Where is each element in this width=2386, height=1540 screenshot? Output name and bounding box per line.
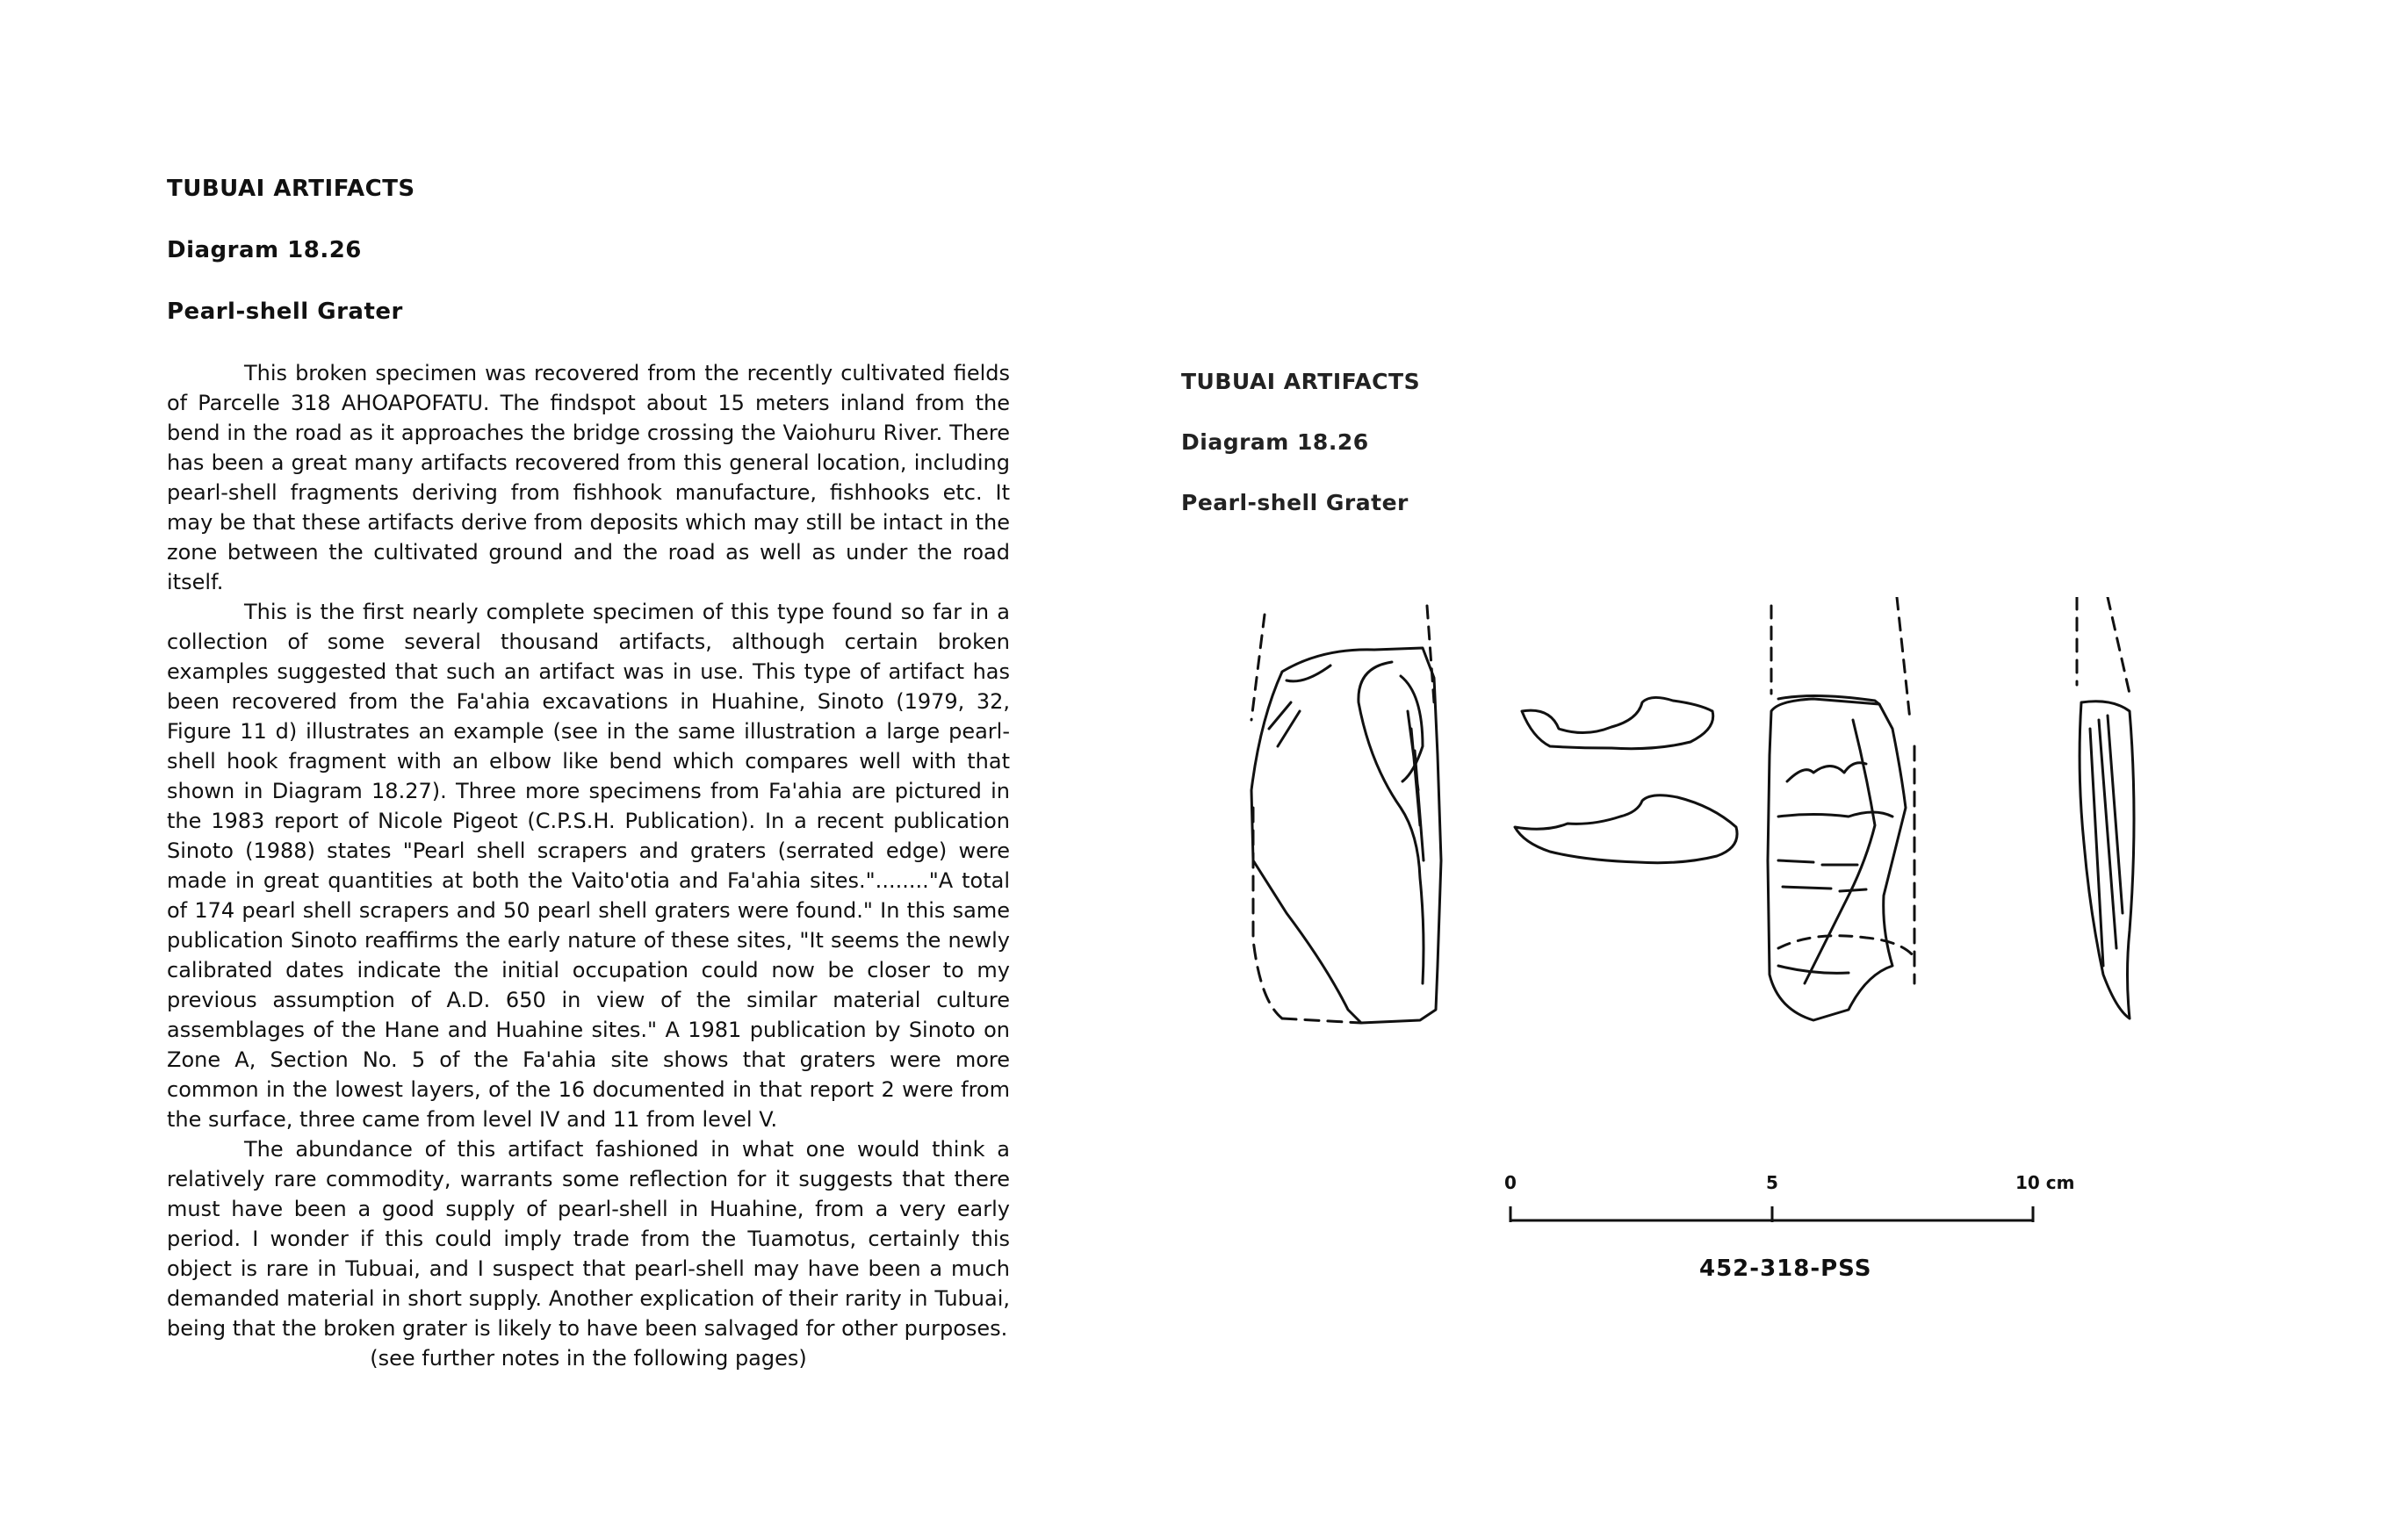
artifact-drawing (1199, 597, 2182, 1071)
collection-heading: TUBUAI ARTIFACTS (1181, 369, 1421, 394)
back-view-drawing (1768, 597, 1914, 1020)
left-page (167, 176, 1010, 1373)
subject-heading: Pearl-shell Grater (167, 299, 403, 325)
scale-label-mid: 5 (1766, 1172, 1778, 1193)
collection-heading: TUBUAI ARTIFACTS (167, 176, 415, 202)
paragraph: This is the first nearly complete specimen of this type found so far in a collection of some several thousand artifacts, although certain broken examples suggested that such an artifact was in use. This type of artifact has been recovered from the Fa'ahia excavations in Huahine, Sinoto (1979, 32, Figure 11 d) illustrates an example (see in the same illustration a large pearl-shell hook fragment with an elbow like bend which compares well with that shown in Diagram 18.27). Three more specimens from Fa'ahia are pictured in the 1983 report of Nicole Pigeot (C.P.S.H. Publication). In a recent publication Sinoto (1988) states "Pearl shell scrapers and graters (serrated edge) were made in great quantities at both the Vaito'otia and Fa'ahia sites."........"A total of 174 pearl shell scrapers and 50 pearl shell graters were found." In this same publication Sinoto reaffirms the early nature of these sites, "It seems the newly calibrated dates indicate the initial occupation could now be closer to my previous assumption of A.D. 650 in view of the similar material culture assemblages of the Hane and Huahine sites." A 1981 publication by Sinoto on Zone A, Section No. 5 of the Fa'ahia site shows that graters were more common in the lowest layers, of the 16 documented in that report 2 were from the surface, three came from level IV and 11 from level V. (167, 600, 1010, 1132)
diagram-heading: Diagram 18.26 (1181, 429, 1369, 455)
scale-bar (1506, 1194, 2042, 1229)
description-body (167, 358, 1010, 1373)
front-view-drawing (1251, 606, 1441, 1023)
footnote: (see further notes in the following pages) (370, 1346, 807, 1371)
paragraph: This broken specimen was recovered from the recently cultivated fields of Parcelle 318 AHOAPOFATU. The findspot about 15 meters inland from the bend in the road as it approaches the bridge crossing the Vaiohuru River. There has been a great many artifacts recovered from this general location, including pearl-shell fragments deriving from fishhook manufacture, fishhooks etc. It may be that these artifacts derive from deposits which may still be intact in the zone between the cultivated ground and the road as well as under the road itself. (167, 361, 1010, 594)
diagram-heading: Diagram 18.26 (167, 237, 362, 263)
subject-heading: Pearl-shell Grater (1181, 490, 1409, 515)
paragraph: The abundance of this artifact fashioned in what one would think a relatively rare commodity, warrants some reflection for it suggests that there must have been a good supply of pearl-shell in Huahine, from a very early period. I wonder if this could imply trade from the Tuamotus, certainly this object is rare in Tubuai, and I suspect that pearl-shell may have been a much demanded material in short supply. Another explication of their rarity in Tubuai, being that the broken grater is likely to have been salvaged for other purposes. (167, 1137, 1010, 1341)
scale-label-end: 10 cm (2015, 1172, 2075, 1193)
scale-label-start: 0 (1504, 1172, 1517, 1193)
right-page (1181, 369, 2217, 1335)
cross-section-drawing (1515, 697, 1737, 862)
side-view-drawing (2077, 597, 2134, 1018)
catalog-number: 452-318-PSS (1699, 1256, 1872, 1282)
